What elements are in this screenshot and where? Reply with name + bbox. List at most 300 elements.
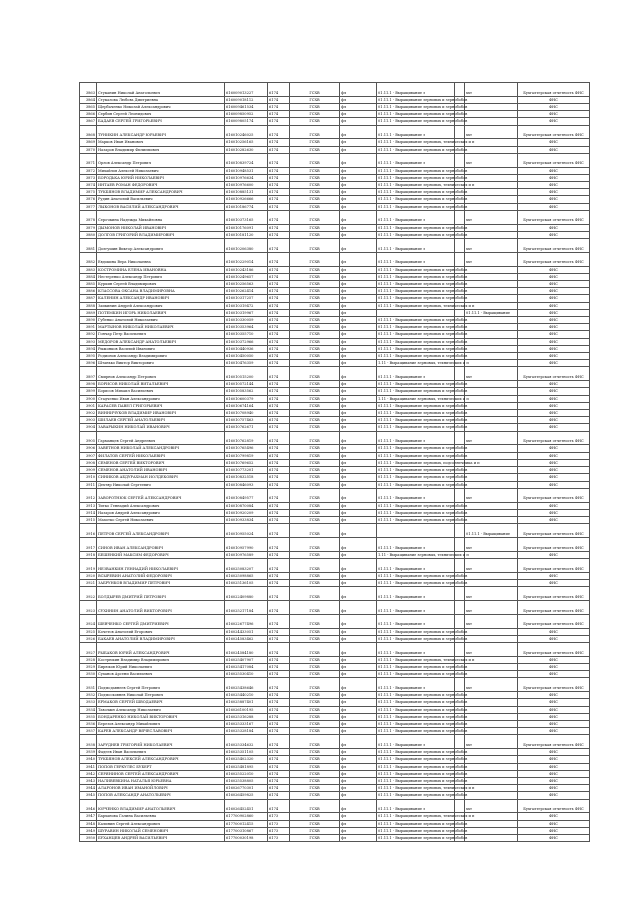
source-note: ФНС xyxy=(518,509,590,516)
org-cell: ГСХВ xyxy=(290,381,340,388)
person-name: Стадченко Иван Александрович xyxy=(97,395,225,402)
table-row xyxy=(80,353,590,360)
person-name: Березов Александр Михайлович xyxy=(97,720,225,727)
entity-type: фл xyxy=(340,153,377,167)
row-number: 3880 xyxy=(80,231,97,238)
inn-cell: 616010176091 xyxy=(225,224,268,231)
row-number: 3917 xyxy=(80,537,97,551)
entity-type: фл xyxy=(340,224,377,231)
person-name: ЮРЧЕНКО ВЛАДИМИР АНАТОЛЬЕВИЧ xyxy=(97,799,225,813)
spacer-cell xyxy=(455,309,465,316)
activity-cell: 01.11.1 - Выращивание зерновых и зернобобов xyxy=(378,204,468,209)
activity-cell: 01.11.1 - Выращивание зерновых и зернобобов xyxy=(378,175,468,180)
inn-cell: 616010933834 xyxy=(225,516,268,523)
person-name: БУХАНЦЕВ АНДРЕЙ ВАСИЛЬЕВИЧ xyxy=(97,834,225,841)
entity-type: фл xyxy=(340,579,377,586)
entity-type: фл xyxy=(340,820,377,827)
person-name: АЛАРОНОВ ИВАН ИМАНОЙЛОВИЧ xyxy=(97,785,225,792)
inn-cell: 616024433051 xyxy=(225,628,268,635)
inn-cell: 616010181120 xyxy=(225,231,268,238)
inn-cell: 616010317257 xyxy=(225,295,268,302)
org-cell: ГСХВ xyxy=(290,125,340,139)
activity-extra: ххт xyxy=(465,488,518,502)
inn-cell: 617700902860 xyxy=(225,813,268,820)
table-row xyxy=(80,288,590,295)
spacer-cell xyxy=(455,799,465,813)
tax-office-code: 6174 xyxy=(268,281,290,288)
inn-cell: 616025083207 xyxy=(225,558,268,572)
registry-table xyxy=(79,82,590,842)
activity-extra xyxy=(465,266,518,273)
activity-cell: 01.11.1 - Выращивание зерновых и зернобобов xyxy=(378,714,468,719)
row-number: 3906 xyxy=(80,445,97,452)
table-row xyxy=(80,785,590,792)
inn-cell: 616010355710 xyxy=(225,331,268,338)
person-name: МЕДОРОВ АЛЕКСАНДР АНАТОЛЬЕВИЧ xyxy=(97,338,225,345)
row-number: 3921 xyxy=(80,579,97,586)
table-row xyxy=(80,83,590,97)
entity-type: фл xyxy=(340,104,377,111)
tax-office-code: 6174 xyxy=(268,728,290,735)
row-number: 3930 xyxy=(80,671,97,678)
table-row xyxy=(80,324,590,331)
org-cell: ГСХВ xyxy=(290,785,340,792)
activity-extra xyxy=(465,295,518,302)
source-note: ФНС xyxy=(518,481,590,488)
table-row xyxy=(80,224,590,231)
tax-office-code: 6174 xyxy=(268,410,290,417)
activity-extra xyxy=(465,509,518,516)
org-cell: ГСХВ xyxy=(290,302,340,309)
tax-office-code: 6174 xyxy=(268,381,290,388)
entity-type: фл xyxy=(340,763,377,770)
source-note: ФНС xyxy=(518,445,590,452)
activity-cell: 01.11.1 - Выращивание зерновых, технических и п xyxy=(378,814,475,819)
activity-extra: ххт xyxy=(465,642,518,656)
person-name: Смирнов Александр Петрович xyxy=(97,367,225,381)
table-row xyxy=(80,317,590,324)
table-row xyxy=(80,273,590,280)
inn-cell: 616010243186 xyxy=(225,266,268,273)
row-number: 3931 xyxy=(80,678,97,692)
inn-cell: 616010572144 xyxy=(225,381,268,388)
inn-cell: 616010769652 xyxy=(225,459,268,466)
table-row xyxy=(80,231,590,238)
row-number: 3890 xyxy=(80,317,97,324)
inn-cell: 616025217184 xyxy=(225,600,268,614)
source-note: ФНС xyxy=(518,324,590,331)
inn-cell: 616009013227 xyxy=(225,83,268,97)
table-row xyxy=(80,792,590,799)
row-number: 3943 xyxy=(80,777,97,784)
org-cell: ГСХВ xyxy=(290,820,340,827)
activity-extra xyxy=(465,410,518,417)
activity-extra xyxy=(465,502,518,509)
tax-office-code: 6174 xyxy=(268,452,290,459)
activity-cell: 01.11.1 - Выращивание зерновых и зернобобов xyxy=(378,664,468,669)
activity-cell: 01.11.1 - Выращивание зерновых и зернобобов xyxy=(378,503,468,508)
entity-type: фл xyxy=(340,174,377,181)
person-name: ДЫМОНОВ НИКОЛАЙ ИВАНОВИЧ xyxy=(97,224,225,231)
person-name: Марков Иван Иванович xyxy=(97,139,225,146)
row-number: 3889 xyxy=(80,309,97,316)
activity-cell: 01.11.1 - Выращивание зерновых и зернобобов xyxy=(378,475,468,480)
org-cell: ГСХВ xyxy=(290,452,340,459)
inn-cell: 616010319472 xyxy=(225,302,268,309)
table-row xyxy=(80,671,590,678)
source-note: ФНС xyxy=(518,174,590,181)
activity-extra xyxy=(465,338,518,345)
entity-type: фл xyxy=(340,474,377,481)
row-number: 3929 xyxy=(80,663,97,670)
person-name: ИНТАЕВ РОМАН ФЕДОРОВИЧ xyxy=(97,182,225,189)
entity-type: фл xyxy=(340,381,377,388)
activity-extra xyxy=(465,96,518,103)
table-row xyxy=(80,770,590,777)
activity-extra: ххт xyxy=(465,537,518,551)
activity-extra xyxy=(465,231,518,238)
person-name: МАРТЫНОВ НИКОЛАЙ НИКОЛАЕВИЧ xyxy=(97,324,225,331)
source-note: Бухгалтерская отчетность ФНС xyxy=(518,558,590,572)
person-name: БЕШЕНКИЙ МАКСИМ ФЕДОРОВИЧ xyxy=(97,551,225,558)
table-row xyxy=(80,628,590,635)
row-number: 3879 xyxy=(80,224,97,231)
row-number: 3910 xyxy=(80,474,97,481)
activity-cell: 01.11.1 - Выращивание зерновых и зернобобов xyxy=(378,793,468,798)
inn-cell: 616010256165 xyxy=(225,139,268,146)
row-number: 3941 xyxy=(80,763,97,770)
inn-cell: 616022409880 xyxy=(225,587,268,601)
entity-type: фл xyxy=(340,792,377,799)
entity-type: фл xyxy=(340,502,377,509)
source-note: ФНС xyxy=(518,111,590,118)
inn-cell: 616010976589 xyxy=(225,551,268,558)
table-row xyxy=(80,452,590,459)
entity-type: фл xyxy=(340,402,377,409)
row-number: 3864 xyxy=(80,96,97,103)
table-row xyxy=(80,777,590,784)
activity-extra xyxy=(465,111,518,118)
inn-cell: 616010246025 xyxy=(225,125,268,139)
source-note: ФНС xyxy=(518,338,590,345)
inn-cell: 616010957990 xyxy=(225,537,268,551)
row-number: 3944 xyxy=(80,785,97,792)
person-name: ТУКБЯНОВ АЛЕКСЕЙ АЛЕКСАНДРОВИЧ xyxy=(97,756,225,763)
tax-office-code: 6174 xyxy=(268,799,290,813)
inn-cell: 616010282630 xyxy=(225,146,268,153)
activity-extra: ххт xyxy=(465,799,518,813)
inn-cell: 616010583562 xyxy=(225,388,268,395)
activity-cell xyxy=(377,524,455,538)
activity-cell: 01.11.1 - Выращивание зерновых и зернобобов xyxy=(378,296,468,301)
row-number: 3948 xyxy=(80,820,97,827)
org-cell: ГСХВ xyxy=(290,345,340,352)
table-row xyxy=(80,153,590,167)
activity-cell: 01.11.1 - Выращивание зерновых и зернобобов xyxy=(378,573,468,578)
source-note: Бухгалтерская отчетность ФНС xyxy=(518,587,590,601)
entity-type: фл xyxy=(340,410,377,417)
activity-cell: 01.11.1 - Выращивание зерновых и зернобобов xyxy=(378,197,468,202)
entity-type: фл xyxy=(340,111,377,118)
org-cell: ГСХВ xyxy=(290,467,340,474)
activity-extra xyxy=(465,579,518,586)
table-row xyxy=(80,735,590,749)
source-note: Бухгалтерская отчетность ФНС xyxy=(518,524,590,538)
tax-office-code: 6174 xyxy=(268,111,290,118)
row-number: 3926 xyxy=(80,635,97,642)
inn-cell: 616025538805 xyxy=(225,777,268,784)
inn-cell: 616010799819 xyxy=(225,452,268,459)
entity-type: фл xyxy=(340,777,377,784)
org-cell: ГСХВ xyxy=(290,167,340,174)
org-cell: ГСХВ xyxy=(290,189,340,196)
org-cell: ГСХВ xyxy=(290,424,340,431)
activity-extra: ххт xyxy=(465,558,518,572)
source-note: ФНС xyxy=(518,635,590,642)
activity-cell: 01.11.1 - Выращивание зерновых и зернобобов xyxy=(378,750,468,755)
activity-extra: ххт xyxy=(465,587,518,601)
source-note: Бухгалтерская отчетность ФНС xyxy=(518,799,590,813)
activity-cell: 01.11.1 - Выращивание зерновых и зернобобов xyxy=(378,289,468,294)
tax-office-code: 6174 xyxy=(268,756,290,763)
row-number: 3873 xyxy=(80,174,97,181)
row-number: 3886 xyxy=(80,288,97,295)
source-note: ФНС xyxy=(518,785,590,792)
inn-cell: 616010600379 xyxy=(225,395,268,402)
tax-office-code: 6174 xyxy=(268,516,290,523)
tax-office-code: 6174 xyxy=(268,224,290,231)
activity-extra xyxy=(465,749,518,756)
activity-cell: 01.11.1 - Выращивание зерновых и зернобобов xyxy=(378,282,468,287)
source-note: ФНС xyxy=(518,189,590,196)
activity-cell: 01.11.1 - Выращивание з xyxy=(377,83,455,97)
inn-cell: 616025333167 xyxy=(225,720,268,727)
table-row xyxy=(80,367,590,381)
tax-office-code: 6174 xyxy=(268,502,290,509)
source-note: ФНС xyxy=(518,628,590,635)
inn-cell: 616010849577 xyxy=(225,488,268,502)
tax-office-code: 6174 xyxy=(268,288,290,295)
tax-office-code: 6174 xyxy=(268,600,290,614)
entity-type: фл xyxy=(340,706,377,713)
activity-extra xyxy=(465,663,518,670)
inn-cell: 616009805174 xyxy=(225,118,268,125)
source-note: Бухгалтерская отчетность ФНС xyxy=(518,153,590,167)
person-name: ЗАРУДНЕВ ГРИГОРИЙ НИКОЛАЕВИЧ xyxy=(97,735,225,749)
source-note: ФНС xyxy=(518,118,590,125)
tax-office-code: 6174 xyxy=(268,431,290,445)
org-cell: ГСХВ xyxy=(290,288,340,295)
inn-cell: 616010757463 xyxy=(225,417,268,424)
table-row xyxy=(80,281,590,288)
activity-cell: 01.11.1 - Выращивание зерновых и зернобобов xyxy=(378,821,468,826)
table-row xyxy=(80,699,590,706)
activity-cell: 1.11 - Выращивание зерновых, технических и п xyxy=(378,552,469,557)
entity-type: фл xyxy=(340,139,377,146)
person-name: ЗАВЕТНОВ НИКОЛАЙ АЛЕКСАНДРОВИЧ xyxy=(97,445,225,452)
tax-office-code: 6174 xyxy=(268,537,290,551)
table-row xyxy=(80,388,590,395)
entity-type: фл xyxy=(340,231,377,238)
table-row xyxy=(80,558,590,572)
activity-cell: 01.11.1 - Выращивание зерновых и зернобобов xyxy=(378,339,468,344)
table-row xyxy=(80,331,590,338)
inn-cell: 616010440936 xyxy=(225,345,268,352)
table-row xyxy=(80,827,590,834)
table-row xyxy=(80,635,590,642)
table-row xyxy=(80,749,590,756)
tax-office-code: 6174 xyxy=(268,360,290,367)
inn-cell: 616024583462 xyxy=(225,635,268,642)
row-number: 3936 xyxy=(80,720,97,727)
org-cell: ГСХВ xyxy=(290,813,340,820)
activity-cell: 01.11.1 - Выращивание зерновых и зернобобов xyxy=(378,119,468,124)
org-cell: ГСХВ xyxy=(290,353,340,360)
source-note: ФНС xyxy=(518,424,590,431)
org-cell: ГСХВ xyxy=(290,713,340,720)
table-row xyxy=(80,720,590,727)
activity-extra xyxy=(465,728,518,735)
source-note: ФНС xyxy=(518,813,590,820)
row-number: 3871 xyxy=(80,153,97,167)
entity-type: фл xyxy=(340,834,377,841)
entity-type: фл xyxy=(340,671,377,678)
spacer-cell xyxy=(455,558,465,572)
activity-extra xyxy=(465,516,518,523)
row-number: 3875 xyxy=(80,189,97,196)
person-name: БОРОДЬКА ЮРИЙ НИКОЛАЕВИЧ xyxy=(97,174,225,181)
person-name: ТУКБЯНОВ ВЛАДИМИР АЛЕКСАНДРОВИЧ xyxy=(97,189,225,196)
source-note: ФНС xyxy=(518,671,590,678)
activity-extra: ххт xyxy=(465,83,518,97)
table-row xyxy=(80,196,590,203)
org-cell: ГСХВ xyxy=(290,728,340,735)
entity-type: фл xyxy=(340,324,377,331)
source-note: ФНС xyxy=(518,281,590,288)
activity-extra xyxy=(465,699,518,706)
entity-type: фл xyxy=(340,551,377,558)
row-number: 3928 xyxy=(80,656,97,663)
source-note: ФНС xyxy=(518,467,590,474)
activity-cell: 01.11.1 - Выращивание зерновых и зернобобов xyxy=(378,721,468,726)
org-cell: ГСХВ xyxy=(290,367,340,381)
tax-office-code: 6174 xyxy=(268,656,290,663)
tax-office-code: 6174 xyxy=(268,558,290,572)
table-row xyxy=(80,474,590,481)
person-name: ДОЛГОВ ГРИГОРИЙ ВЛАДИМИРОВИЧ xyxy=(97,231,225,238)
source-note: ФНС xyxy=(518,231,590,238)
source-note: Бухгалтерская отчетность ФНС xyxy=(518,210,590,224)
table-row xyxy=(80,111,590,118)
spacer-cell xyxy=(455,488,465,502)
source-note: Бухгалтерская отчетность ФНС xyxy=(518,488,590,502)
table-row xyxy=(80,728,590,735)
activity-extra xyxy=(465,706,518,713)
activity-cell: 01.11.1 - Выращивание зерновых и зернобобов xyxy=(378,446,468,451)
row-number: 3894 xyxy=(80,345,97,352)
source-note: ФНС xyxy=(518,402,590,409)
activity-cell: 01.11.1 - Выращивание зерновых и зернобобов xyxy=(378,468,468,473)
org-cell: ГСХВ xyxy=(290,266,340,273)
inn-cell: 616024584180 xyxy=(225,642,268,656)
source-note: ФНС xyxy=(518,763,590,770)
tax-office-code: 6174 xyxy=(268,395,290,402)
entity-type: фл xyxy=(340,635,377,642)
org-cell: ГСХВ xyxy=(290,388,340,395)
row-number: 3905 xyxy=(80,431,97,445)
source-note: ФНС xyxy=(518,345,590,352)
source-note: ФНС xyxy=(518,663,590,670)
source-note: ФНС xyxy=(518,139,590,146)
row-number: 3909 xyxy=(80,467,97,474)
activity-cell: 01.11.1 - Выращивание з xyxy=(377,239,455,253)
row-number: 3942 xyxy=(80,770,97,777)
activity-cell: 01.11.1 - Выращивание зерновых и зернобобов xyxy=(378,757,468,762)
inn-cell: 616010762819 xyxy=(225,431,268,445)
entity-type: фл xyxy=(340,467,377,474)
inn-cell: 616010249657 xyxy=(225,273,268,280)
tax-office-code: 6174 xyxy=(268,699,290,706)
row-number: 3868 xyxy=(80,125,97,139)
row-number: 3874 xyxy=(80,182,97,189)
activity-extra xyxy=(465,118,518,125)
org-cell: ГСХВ xyxy=(290,749,340,756)
activity-extra xyxy=(465,353,518,360)
person-name: НЕЗВАНКИН ГЕННАДИЙ НИКОЛАЕВИЧ xyxy=(97,558,225,572)
org-cell: ГСХВ xyxy=(290,827,340,834)
source-note: ФНС xyxy=(518,777,590,784)
tax-office-code: 6174 xyxy=(268,628,290,635)
spacer-cell xyxy=(455,153,465,167)
person-name: Рыжонков Василий Иванович xyxy=(97,345,225,352)
activity-cell: 01.11.1 - Выращивание з xyxy=(377,488,455,502)
activity-extra xyxy=(465,288,518,295)
source-note: ФНС xyxy=(518,706,590,713)
org-cell: ГСХВ xyxy=(290,281,340,288)
person-name: ПОПОВ ГЕРКУЛЕС БУБЕРТ xyxy=(97,763,225,770)
person-name: Подмодавнеев Сергей Петрович xyxy=(97,678,225,692)
activity-extra xyxy=(465,445,518,452)
table-row xyxy=(80,600,590,614)
row-number: 3945 xyxy=(80,792,97,799)
org-cell: ГСХВ xyxy=(290,635,340,642)
person-name: Махотко Сергей Николаевич xyxy=(97,516,225,523)
person-name: НАЛИВЕВКИНА НАТАЛЬЯ ЮРЬЕВНА xyxy=(97,777,225,784)
source-note: Бухгалтерская отчетность ФНС xyxy=(518,252,590,266)
table-row xyxy=(80,614,590,628)
row-number: 3916 xyxy=(80,524,97,538)
table-row xyxy=(80,381,590,388)
tax-office-code: 6174 xyxy=(268,509,290,516)
inn-cell: 616025530410 xyxy=(225,671,268,678)
row-number: 3912 xyxy=(80,488,97,502)
tax-office-code: 6174 xyxy=(268,678,290,692)
org-cell: ГСХВ xyxy=(290,756,340,763)
activity-cell: 1.11 - Выращивание зерновых, технических и п xyxy=(378,396,469,401)
source-note: ФНС xyxy=(518,417,590,424)
row-number: 3892 xyxy=(80,331,97,338)
inn-cell: 616025417084 xyxy=(225,663,268,670)
row-number: 3918 xyxy=(80,551,97,558)
entity-type: фл xyxy=(340,182,377,189)
inn-cell: 616025440210 xyxy=(225,692,268,699)
tax-office-code: 6174 xyxy=(268,474,290,481)
activity-extra: ххт xyxy=(465,735,518,749)
tax-office-code: 6174 xyxy=(268,614,290,628)
spacer-cell xyxy=(455,614,465,628)
table-row xyxy=(80,266,590,273)
source-note: ФНС xyxy=(518,713,590,720)
